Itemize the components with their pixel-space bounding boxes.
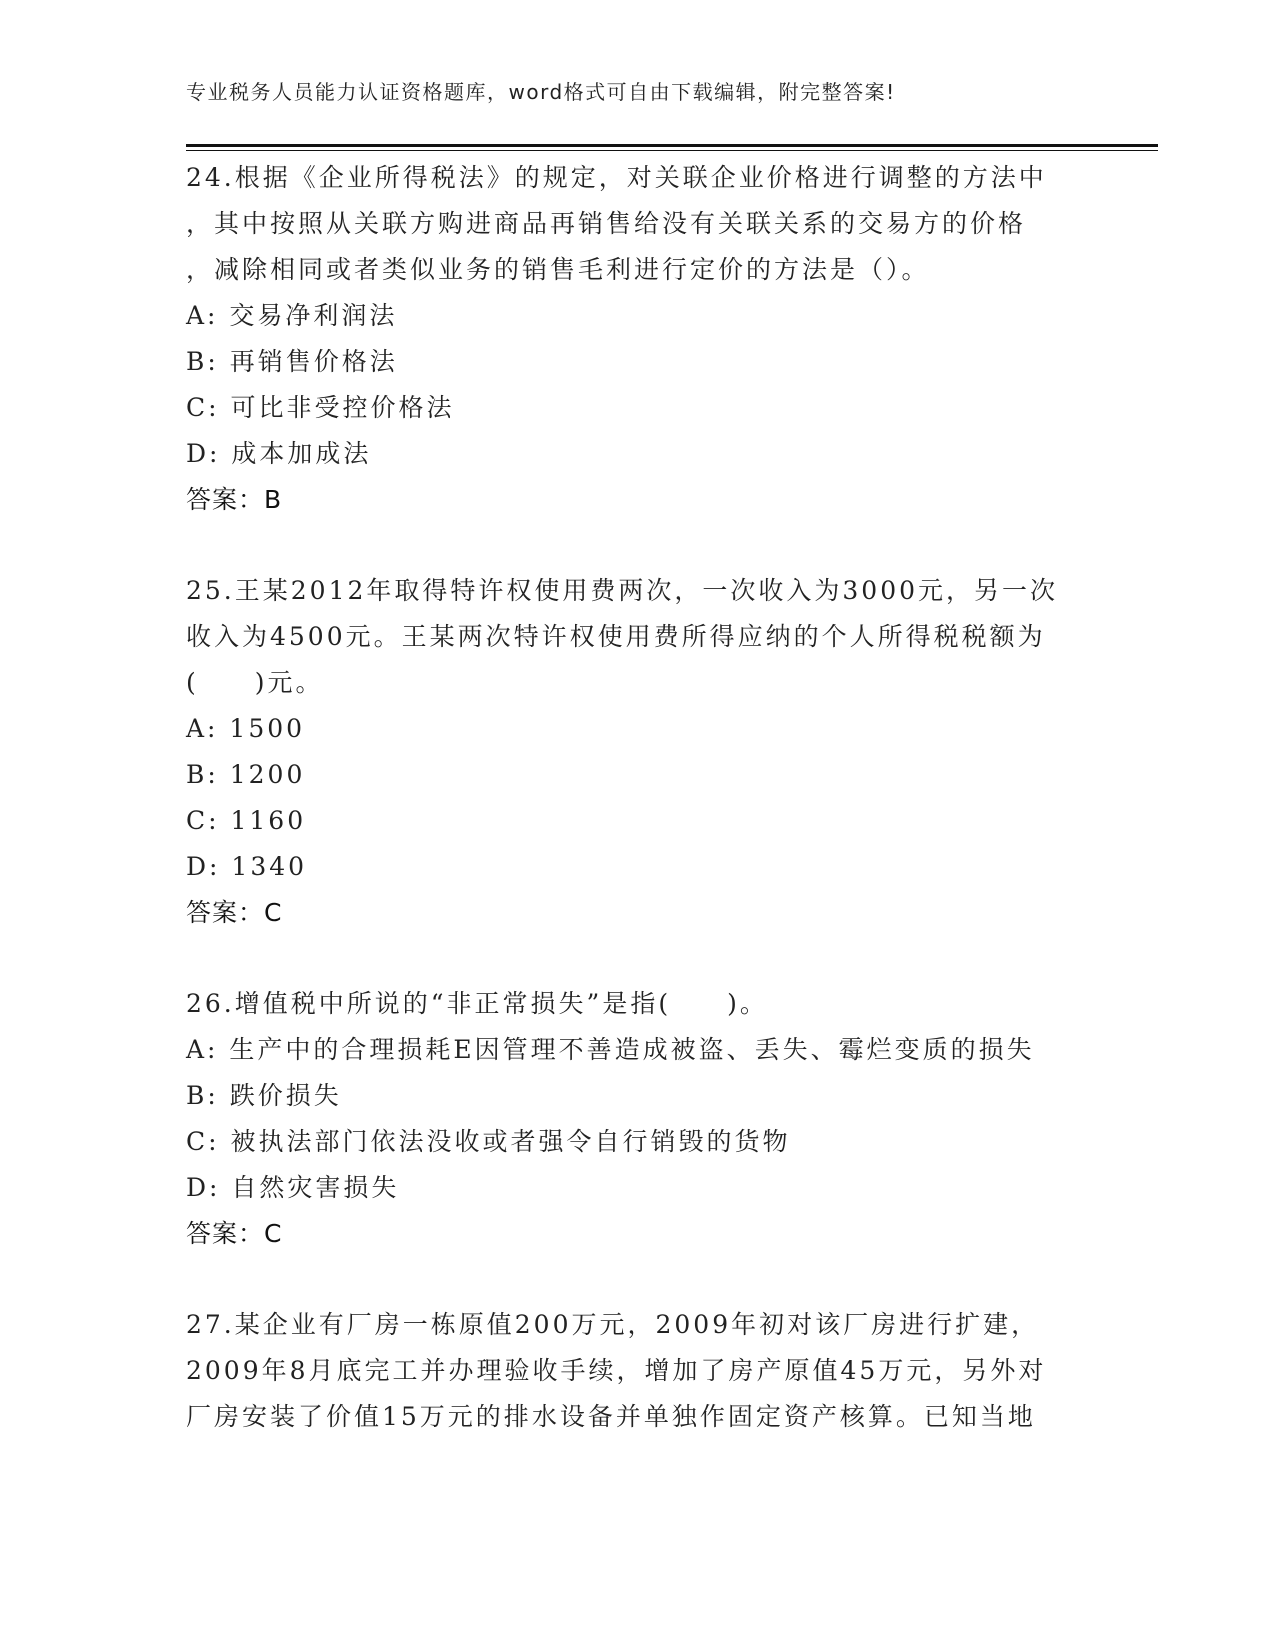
option-a: A: 1500 [186, 714, 306, 743]
option-b: B: 跌价损失 [186, 1081, 342, 1110]
question-stem-line: ( )元。 [186, 668, 324, 697]
question-stem-line: ，减除相同或者类似业务的销售毛利进行定价的方法是（）。 [186, 255, 930, 284]
question-24 [186, 155, 1086, 523]
option-d: D: 自然灾害损失 [186, 1173, 400, 1202]
question-stem-line: 25.王某2012年取得特许权使用费两次，一次收入为3000元，另一次 [186, 576, 1059, 605]
question-25 [186, 568, 1086, 936]
answer: 答案：C [186, 898, 283, 927]
option-d: D: 1340 [186, 852, 308, 881]
option-b: B: 1200 [186, 760, 306, 789]
answer: 答案：B [186, 485, 283, 514]
answer: 答案：C [186, 1219, 283, 1248]
question-stem-line: 27.某企业有厂房一栋原值200万元，2009年初对该厂房进行扩建， [186, 1310, 1040, 1339]
question-27 [186, 1302, 1086, 1440]
question-stem-line: 收入为4500元。王某两次特许权使用费所得应纳的个人所得税税额为 [186, 622, 1046, 651]
question-26 [186, 981, 1086, 1257]
option-d: D: 成本加成法 [186, 439, 372, 468]
question-stem-line: 26.增值税中所说的“非正常损失”是指( )。 [186, 989, 768, 1018]
option-b: B: 再销售价格法 [186, 347, 398, 376]
question-stem-line: 厂房安装了价值15万元的排水设备并单独作固定资产核算。已知当地 [186, 1402, 1036, 1431]
question-stem-line: ，其中按照从关联方购进商品再销售给没有关联关系的交易方的价格 [186, 209, 1027, 238]
option-c: C: 可比非受控价格法 [186, 393, 455, 422]
option-a: A: 生产中的合理损耗E因管理不善造成被盗、丢失、霉烂变质的损失 [186, 1035, 1035, 1064]
header-rule-thin [186, 150, 1158, 151]
question-list [186, 155, 1086, 1440]
option-a: A: 交易净利润法 [186, 301, 398, 330]
header-rule-thick [186, 144, 1158, 147]
question-stem-line: 2009年8月底完工并办理验收手续，增加了房产原值45万元，另外对 [186, 1356, 1047, 1385]
question-stem-line: 24.根据《企业所得税法》的规定，对关联企业价格进行调整的方法中 [186, 163, 1047, 192]
option-c: C: 1160 [186, 806, 307, 835]
option-c: C: 被执法部门依法没收或者强令自行销毁的货物 [186, 1127, 791, 1156]
page-header: 专业税务人员能力认证资格题库，word格式可自由下载编辑，附完整答案! [186, 80, 896, 104]
